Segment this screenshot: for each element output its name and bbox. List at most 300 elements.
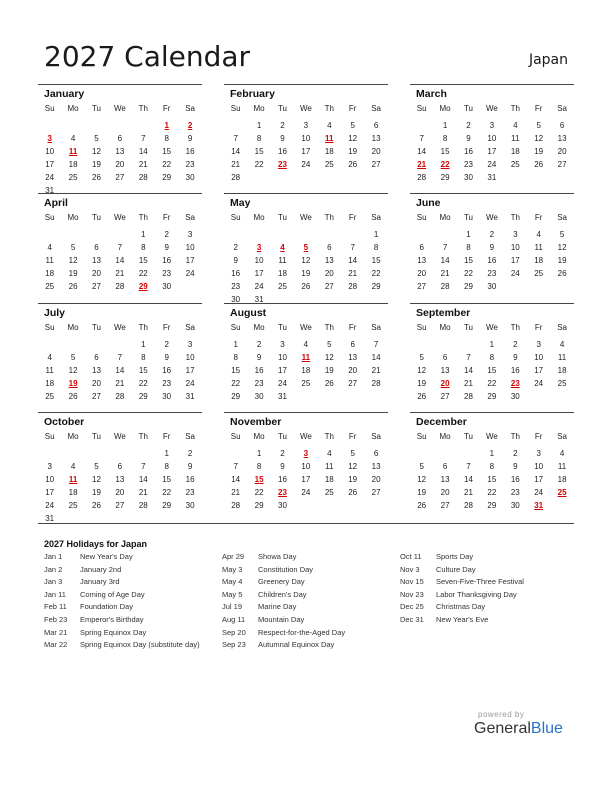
day-cell: 26	[348, 487, 358, 497]
month-february	[224, 84, 388, 194]
day-cell: 28	[138, 500, 148, 510]
day-cell: 9	[513, 352, 518, 362]
day-cell: 7	[141, 461, 146, 471]
holiday-date: Jan 11	[44, 589, 66, 599]
weekday-header: Sa	[371, 323, 381, 332]
weekday-header: Tu	[463, 432, 474, 441]
day-cell: 8	[442, 133, 448, 143]
holiday-name: Seven-Five-Three Festival	[436, 577, 524, 587]
day-cell: 25	[45, 281, 55, 291]
day-cell: 12	[417, 474, 427, 484]
day-cell: 27	[440, 500, 450, 510]
day-cell: 26	[417, 500, 427, 510]
holiday-date: Dec 25	[400, 602, 424, 612]
day-cell: 5	[419, 461, 424, 471]
brand-general: General	[474, 720, 531, 737]
day-cell: 19	[417, 487, 427, 497]
day-cell: 29	[254, 500, 264, 510]
day-cell: 2	[164, 230, 169, 239]
day-cell: 9	[164, 242, 169, 252]
weekday-header: Mo	[67, 104, 79, 113]
holiday-day-cell: 15	[254, 474, 264, 484]
holiday-day-cell: 3	[47, 133, 52, 143]
weekday-header: Su	[230, 432, 241, 441]
day-cell: 9	[513, 461, 518, 471]
day-cell: 5	[70, 242, 76, 252]
month-may	[224, 193, 388, 303]
day-cell: 21	[115, 378, 125, 388]
weekday-header: Mo	[439, 432, 451, 441]
day-cell: 12	[92, 146, 101, 156]
day-cell: 6	[94, 242, 99, 252]
day-cell: 17	[185, 365, 195, 375]
month-divider	[410, 193, 574, 194]
day-cell: 30	[464, 172, 473, 182]
weekday-header: We	[299, 213, 312, 222]
weekday-header: Th	[324, 323, 334, 332]
day-cell: 15	[464, 255, 473, 265]
weekday-header: Sa	[185, 104, 195, 113]
day-cell: 14	[440, 255, 450, 265]
day-cell: 5	[559, 230, 565, 239]
day-cell: 11	[511, 133, 520, 143]
day-cell: 31	[185, 391, 195, 401]
day-cell: 27	[324, 281, 334, 291]
day-cell: 1	[256, 121, 262, 130]
day-cell: 3	[536, 449, 541, 458]
holiday-name: Autumnal Equinox Day	[258, 640, 335, 650]
day-cell: 2	[164, 340, 169, 349]
day-cell: 15	[487, 365, 497, 375]
holiday-name: Showa Day	[258, 552, 297, 561]
holidays-title: 2027 Holidays for Japan	[44, 539, 148, 549]
weekday-header: We	[485, 104, 498, 113]
day-cell: 22	[487, 487, 497, 497]
day-cell: 17	[534, 365, 544, 375]
day-cell: 11	[557, 352, 567, 362]
day-cell: 24	[45, 500, 55, 510]
month-divider	[38, 412, 202, 413]
month-march	[410, 84, 574, 194]
weekday-header: Tu	[91, 213, 102, 222]
day-cell: 23	[231, 281, 241, 291]
day-cell: 1	[442, 121, 448, 130]
day-cell: 6	[117, 461, 123, 471]
month-name: July	[44, 307, 66, 319]
weekday-header: Su	[416, 323, 427, 332]
holiday-date: Nov 3	[400, 564, 420, 574]
day-cell: 10	[278, 352, 287, 362]
weekday-header: Su	[44, 213, 55, 222]
holiday-day-cell: 23	[510, 378, 520, 388]
day-cell: 23	[464, 159, 473, 169]
weekday-header: Su	[230, 104, 241, 113]
holiday-day-cell: 25	[557, 487, 567, 497]
weekday-header: Su	[230, 213, 241, 222]
holiday-date: Jan 3	[44, 577, 63, 587]
day-cell: 8	[489, 461, 495, 471]
weekday-header: Fr	[162, 213, 171, 222]
weekday-header: Mo	[67, 432, 79, 441]
day-cell: 4	[47, 352, 52, 362]
day-cell: 28	[464, 500, 473, 510]
day-cell: 22	[254, 159, 264, 169]
month-december	[410, 412, 574, 522]
day-cell: 13	[371, 133, 381, 143]
holiday-day-cell: 3	[256, 242, 262, 252]
day-cell: 16	[510, 474, 520, 484]
day-cell: 4	[327, 121, 332, 130]
day-cell: 22	[162, 159, 172, 169]
weekday-header: Tu	[277, 104, 288, 113]
day-cell: 6	[350, 340, 355, 349]
weekday-header: Fr	[162, 323, 171, 332]
month-divider	[38, 84, 202, 85]
day-cell: 9	[187, 133, 193, 143]
day-cell: 15	[487, 474, 497, 484]
day-cell: 8	[233, 352, 238, 362]
day-cell: 18	[301, 365, 311, 375]
weekday-header: Sa	[371, 432, 381, 441]
day-cell: 23	[162, 268, 172, 278]
weekday-header: Mo	[67, 323, 79, 332]
day-cell: 19	[324, 365, 334, 375]
day-cell: 16	[487, 255, 497, 265]
weekday-header: Su	[416, 104, 427, 113]
holiday-name: Foundation Day	[80, 602, 133, 612]
day-cell: 16	[185, 146, 195, 156]
day-cell: 24	[301, 159, 311, 169]
day-cell: 21	[371, 365, 381, 375]
weekday-header: We	[113, 213, 126, 222]
day-cell: 2	[280, 121, 285, 130]
day-cell: 19	[68, 268, 78, 278]
day-cell: 21	[231, 159, 241, 169]
day-cell: 16	[162, 255, 172, 265]
weekday-header: We	[113, 323, 126, 332]
day-cell: 7	[466, 352, 471, 362]
holiday-name: Coming of Age Day	[80, 589, 145, 599]
holiday-date: Mar 22	[44, 640, 68, 650]
holiday-date: Jul 19	[222, 602, 243, 612]
weekday-header: Th	[138, 213, 148, 222]
month-name: October	[44, 416, 85, 428]
day-cell: 26	[534, 159, 544, 169]
day-cell: 30	[278, 500, 287, 510]
day-cell: 25	[324, 487, 334, 497]
day-cell: 23	[162, 378, 172, 388]
day-cell: 17	[278, 365, 287, 375]
holiday-date: May 4	[222, 577, 243, 587]
day-cell: 15	[254, 146, 264, 156]
day-cell: 10	[487, 133, 497, 143]
holiday-day-cell: 22	[440, 159, 450, 169]
month-january	[38, 84, 202, 194]
day-cell: 20	[92, 268, 101, 278]
month-july	[38, 303, 202, 413]
day-cell: 27	[348, 378, 358, 388]
day-cell: 13	[115, 146, 125, 156]
day-cell: 2	[233, 242, 238, 252]
day-cell: 19	[534, 146, 544, 156]
day-cell: 14	[115, 255, 125, 265]
day-cell: 4	[47, 242, 52, 252]
month-divider	[410, 412, 574, 413]
day-cell: 9	[280, 133, 285, 143]
day-cell: 14	[138, 146, 148, 156]
weekday-header: Mo	[67, 213, 79, 222]
day-cell: 17	[301, 146, 311, 156]
day-cell: 28	[138, 172, 148, 182]
month-divider	[410, 303, 574, 304]
month-divider	[224, 84, 388, 85]
day-cell: 12	[301, 255, 311, 265]
weekday-header: Sa	[557, 104, 567, 113]
day-cell: 3	[47, 461, 52, 471]
day-cell: 13	[440, 474, 450, 484]
month-divider	[224, 193, 388, 194]
day-cell: 17	[45, 487, 55, 497]
day-cell: 19	[92, 159, 101, 169]
holiday-day-cell: 29	[138, 281, 148, 291]
weekday-header: Mo	[439, 104, 451, 113]
weekday-header: We	[299, 104, 312, 113]
day-cell: 23	[185, 159, 195, 169]
holiday-date: Feb 11	[44, 602, 67, 612]
holiday-name: Respect-for-the-Aged Day	[258, 627, 346, 637]
day-cell: 24	[45, 172, 55, 182]
holiday-date: Aug 11	[222, 614, 246, 624]
holiday-day-cell: 3	[303, 449, 309, 458]
month-name: January	[44, 88, 85, 100]
day-cell: 3	[280, 340, 285, 349]
weekday-header: Mo	[253, 213, 265, 222]
calendar-bottom-divider	[38, 523, 574, 524]
day-cell: 30	[185, 500, 195, 510]
day-cell: 26	[301, 281, 311, 291]
month-name: March	[416, 88, 447, 100]
month-name: May	[230, 197, 251, 209]
weekday-header: Sa	[371, 104, 381, 113]
day-cell: 28	[417, 172, 427, 182]
day-cell: 19	[348, 474, 358, 484]
day-cell: 17	[510, 255, 520, 265]
day-cell: 11	[45, 365, 54, 375]
weekday-header: Tu	[463, 213, 474, 222]
weekday-header: Th	[510, 213, 520, 222]
day-cell: 20	[417, 268, 427, 278]
weekday-header: Su	[44, 432, 55, 441]
day-cell: 22	[162, 487, 172, 497]
day-cell: 10	[185, 242, 195, 252]
day-cell: 9	[280, 461, 285, 471]
day-cell: 17	[45, 159, 55, 169]
weekday-header: Mo	[439, 213, 451, 222]
day-cell: 15	[371, 255, 381, 265]
day-cell: 9	[256, 352, 262, 362]
holiday-day-cell: 19	[68, 378, 78, 388]
holiday-date: Nov 15	[400, 577, 424, 587]
day-cell: 11	[45, 255, 54, 265]
weekday-header: We	[485, 323, 498, 332]
weekday-header: Th	[324, 104, 334, 113]
day-cell: 7	[117, 242, 123, 252]
day-cell: 6	[442, 461, 448, 471]
day-cell: 26	[348, 159, 358, 169]
day-cell: 14	[138, 474, 148, 484]
day-cell: 21	[440, 268, 450, 278]
day-cell: 26	[417, 391, 427, 401]
day-cell: 4	[513, 121, 518, 130]
day-cell: 2	[187, 449, 193, 458]
day-cell: 29	[231, 391, 241, 401]
day-cell: 26	[557, 268, 567, 278]
holiday-day-cell: 23	[278, 159, 287, 169]
weekday-header: Fr	[348, 432, 357, 441]
day-cell: 11	[534, 242, 543, 252]
day-cell: 11	[278, 255, 287, 265]
day-cell: 18	[45, 268, 55, 278]
month-name: June	[416, 197, 441, 209]
day-cell: 28	[371, 378, 381, 388]
day-cell: 5	[350, 449, 355, 458]
weekday-header: Fr	[348, 213, 357, 222]
day-cell: 26	[68, 391, 78, 401]
day-cell: 5	[327, 340, 332, 349]
holiday-date: Sep 23	[222, 640, 246, 650]
month-april	[38, 193, 202, 303]
weekday-header: Mo	[253, 323, 265, 332]
holiday-date: Dec 31	[400, 614, 424, 624]
powered-by-label: powered by	[478, 710, 525, 719]
weekday-header: Sa	[185, 323, 195, 332]
holiday-name: January 3rd	[80, 577, 120, 587]
day-cell: 27	[115, 500, 125, 510]
day-cell: 2	[256, 340, 262, 349]
month-divider	[38, 303, 202, 304]
day-cell: 23	[254, 378, 264, 388]
weekday-header: Fr	[534, 213, 543, 222]
day-cell: 11	[557, 461, 567, 471]
day-cell: 1	[256, 449, 262, 458]
day-cell: 26	[92, 500, 101, 510]
day-cell: 10	[301, 461, 311, 471]
day-cell: 13	[417, 255, 427, 265]
month-name: September	[416, 307, 471, 319]
weekday-header: Sa	[557, 432, 567, 441]
day-cell: 4	[70, 461, 76, 471]
day-cell: 5	[94, 133, 99, 143]
holiday-date: May 5	[222, 589, 243, 599]
day-cell: 8	[164, 133, 169, 143]
day-cell: 15	[162, 474, 172, 484]
day-cell: 12	[324, 352, 334, 362]
generalblue-logo[interactable]	[474, 720, 563, 738]
weekday-header: Su	[44, 104, 55, 113]
day-cell: 20	[371, 474, 381, 484]
day-cell: 20	[440, 487, 450, 497]
weekday-header: Tu	[91, 104, 102, 113]
day-cell: 3	[187, 340, 193, 349]
month-name: December	[416, 416, 467, 428]
day-cell: 17	[254, 268, 264, 278]
day-cell: 16	[510, 365, 520, 375]
day-cell: 18	[557, 474, 567, 484]
day-cell: 18	[510, 146, 520, 156]
day-cell: 6	[442, 352, 448, 362]
day-cell: 13	[371, 461, 381, 471]
weekday-header: Th	[324, 213, 334, 222]
day-cell: 6	[373, 449, 379, 458]
holiday-name: Culture Day	[436, 564, 476, 574]
day-cell: 29	[371, 281, 381, 291]
day-cell: 17	[301, 474, 311, 484]
day-cell: 20	[557, 146, 567, 156]
day-cell: 6	[327, 242, 332, 252]
day-cell: 23	[510, 487, 520, 497]
day-cell: 18	[68, 487, 78, 497]
day-cell: 26	[324, 378, 334, 388]
holiday-name: Mountain Day	[258, 614, 305, 624]
day-cell: 14	[231, 474, 241, 484]
day-cell: 14	[348, 255, 358, 265]
weekday-header: Su	[416, 213, 427, 222]
weekday-header: Su	[230, 323, 241, 332]
day-cell: 28	[231, 172, 241, 182]
day-cell: 8	[466, 242, 471, 252]
day-cell: 22	[138, 378, 148, 388]
weekday-header: Tu	[91, 323, 102, 332]
day-cell: 7	[442, 242, 448, 252]
weekday-header: Fr	[348, 323, 357, 332]
day-cell: 13	[115, 474, 125, 484]
day-cell: 29	[440, 172, 450, 182]
day-cell: 2	[513, 340, 518, 349]
day-cell: 17	[487, 146, 497, 156]
day-cell: 14	[115, 365, 125, 375]
holiday-name: Marine Day	[258, 602, 297, 612]
day-cell: 13	[92, 255, 101, 265]
day-cell: 28	[440, 281, 450, 291]
day-cell: 9	[187, 461, 193, 471]
weekday-header: Sa	[371, 213, 381, 222]
day-cell: 27	[557, 159, 567, 169]
holiday-day-cell: 4	[280, 242, 285, 252]
weekday-header: We	[485, 432, 498, 441]
day-cell: 18	[557, 365, 567, 375]
weekday-header: Tu	[91, 432, 102, 441]
day-cell: 21	[231, 487, 241, 497]
day-cell: 8	[256, 133, 262, 143]
day-cell: 9	[164, 352, 169, 362]
day-cell: 12	[557, 242, 567, 252]
day-cell: 10	[534, 461, 544, 471]
weekday-header: Fr	[534, 104, 543, 113]
weekday-header: We	[485, 213, 498, 222]
day-cell: 30	[510, 391, 520, 401]
weekday-header: Fr	[162, 432, 171, 441]
day-cell: 16	[464, 146, 473, 156]
day-cell: 17	[534, 474, 544, 484]
day-cell: 1	[141, 230, 146, 239]
day-cell: 4	[70, 133, 76, 143]
page-title: 2027 Calendar	[44, 40, 251, 73]
day-cell: 31	[254, 294, 264, 304]
holiday-date: Nov 23	[400, 589, 424, 599]
day-cell: 10	[45, 474, 55, 484]
day-cell: 15	[440, 146, 450, 156]
day-cell: 18	[324, 146, 334, 156]
